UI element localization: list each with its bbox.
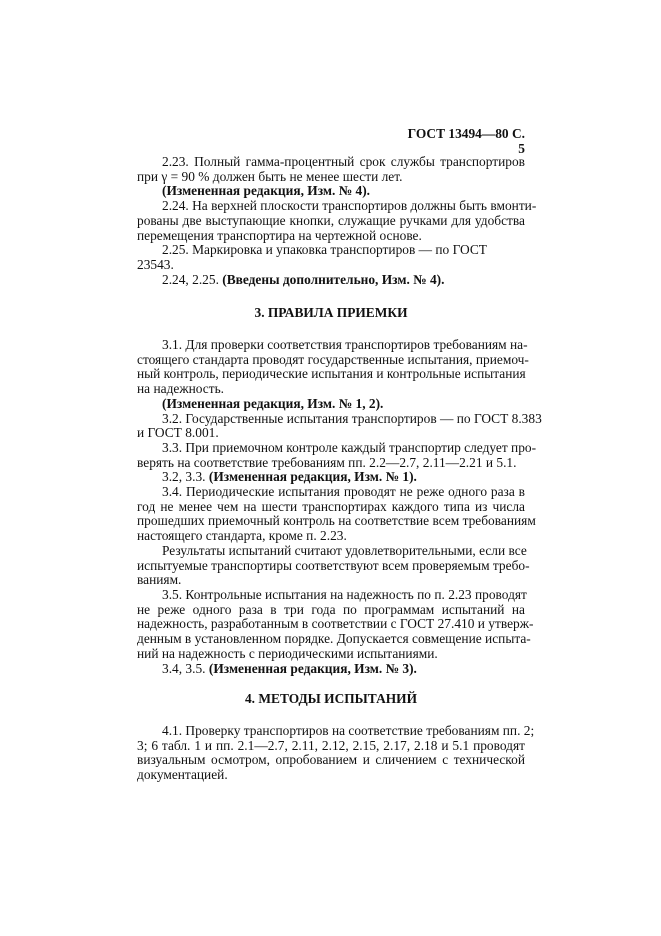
text-line: ный контроль, периодические испытания и контрольные испытания [137,366,526,382]
amendment-note: (Измененная редакция, Изм. № 1). [208,469,417,485]
clause-reference: 3.2, 3.3. [162,469,209,485]
text-line: испытуемые транспортиры соответствуют всем проверяемым требо- [137,557,530,573]
text-line: 2.24. На верхней плоскости транспортиров должны быть вмонти- [162,198,537,214]
paragraph-2-23 [137,155,525,184]
text-line: ваниям. [137,572,182,588]
amendment-note-line [137,273,525,288]
text-line: надежность, разработанным в соответствии с ГОСТ 27.410 и утверж- [137,616,534,632]
text-line: на надежность. [137,381,225,397]
amendment-note: (Измененная редакция, Изм. № 4). [162,183,371,199]
text-line: 3.2. Государственные испытания транспортиров — по ГОСТ 8.383 [162,410,542,426]
paragraph-3-5 [137,586,534,662]
paragraph-4-1 [137,722,535,783]
section-3-title: 3. ПРАВИЛА ПРИЕМКИ [254,305,408,321]
text-line: документацией. [137,767,228,783]
text-line: визуальным осмотром, опробованием и сличением с технической [137,752,525,768]
text-line: стоящего стандарта проводят государственные испытания, приемоч- [137,351,529,367]
text-line: прошедших приемочный контроль на соответствие всем требованиям [137,513,536,529]
amendment-note: (Введены дополнительно, Изм. № 4). [222,271,445,287]
paragraph-3-4-results [137,542,530,588]
text-line: при γ = 90 % должен быть не менее шести лет. [137,168,403,184]
text-line: 2.23. Полный гамма-процентный срок службы транспортиров [162,154,525,169]
page-header: ГОСТ 13494—80 С. 5 [407,126,525,156]
text-line: 4.1. Проверку транспортиров на соответствие требованиям пп. 2; [162,722,535,738]
section-4-title: 4. МЕТОДЫ ИСПЫТАНИЙ [244,691,417,707]
paragraph-2-24 [137,198,537,243]
text-line: 3.3. При приемочном контроле каждый транспортир следует про- [162,439,537,455]
text-line: настоящего стандарта, кроме п. 2.23. [137,528,347,544]
text-line: не реже одного раза в три года по программам испытаний на [137,601,525,617]
amendment-note: (Измененная редакция, Изм. № 3). [208,660,417,676]
paragraph-3-1 [137,337,529,397]
text-line: верять на соответствие требованиям пп. 2.2—2.7, 2.11—2.21 и 5.1. [137,454,517,470]
text-line: 3.5. Контрольные испытания на надежность по п. 2.23 проводят [162,586,527,602]
clause-reference: 3.4, 3.5. [162,660,209,676]
text-line: и ГОСТ 8.001. [137,425,219,441]
text-line: 3.1. Для проверки соответствия транспортиров требованиям на- [162,337,528,353]
amendment-note-line [137,470,525,485]
paragraph-3-3 [137,439,537,470]
text-line: год не менее чем на шести транспортирах каждого типа из числа [137,498,525,514]
text-line: ний на надежность с периодическими испытаниями. [137,645,438,661]
amendment-note: (Измененная редакция, Изм. № 1, 2). [162,395,384,411]
text-line: денным в установленном порядке. Допускается совмещение испыта- [137,631,531,647]
clause-reference: 2.24, 2.25. [162,271,223,287]
text-line: перемещения транспортира на чертежной основе. [137,227,422,243]
text-line: 3.4. Периодические испытания проводят не реже одного раза в [162,484,525,500]
amendment-note-line [137,662,525,677]
paragraph-2-25: 2.25. Маркировка и упаковка транспортиров — по ГОСТ 23543. [137,242,487,272]
text-line: рованы две выступающие кнопки, служащие ручками для удобства [137,212,525,228]
paragraph-3-2 [137,410,542,441]
paragraph-3-4 [137,484,536,544]
text-line: 3; 6 табл. 1 и пп. 2.1—2.7, 2.11, 2.12, 2.15, 2.17, 2.18 и 5.1 проводят [137,737,525,753]
text-column [137,154,542,783]
text-line: Результаты испытаний считают удовлетворительными, если все [162,542,527,558]
